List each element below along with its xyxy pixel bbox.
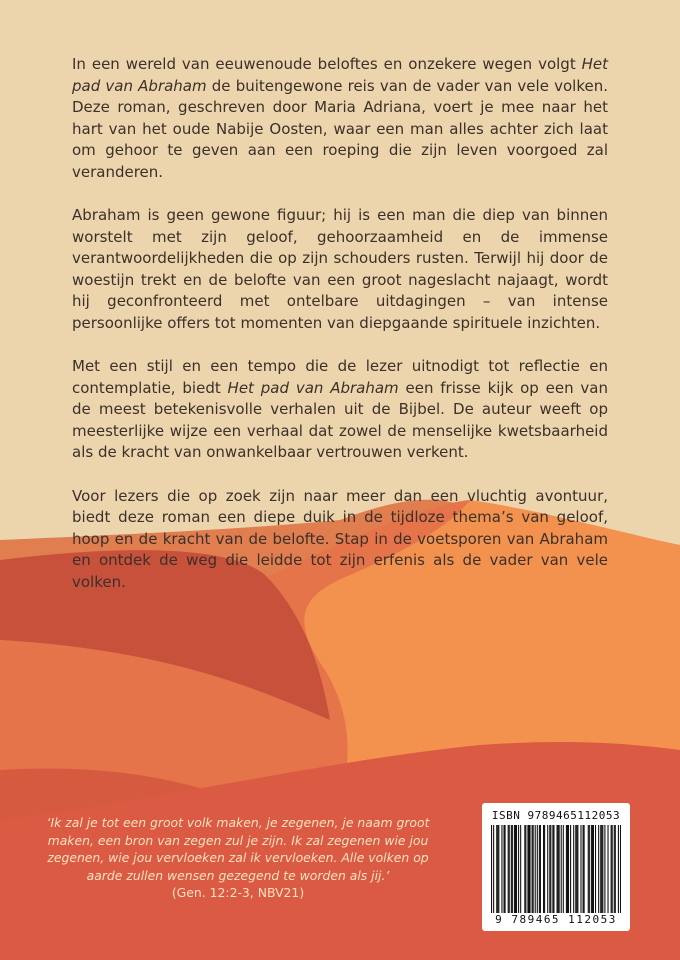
barcode-bar xyxy=(509,825,510,913)
barcode-bar xyxy=(592,825,593,913)
barcode-bar xyxy=(584,825,585,913)
barcode-bar xyxy=(583,825,584,913)
barcode-bar xyxy=(607,825,608,913)
barcode-bar xyxy=(600,825,601,913)
barcode-bar xyxy=(514,825,515,913)
barcode-bar xyxy=(570,825,571,913)
barcode-bar xyxy=(529,825,530,913)
barcode-bar xyxy=(601,825,602,913)
barcode-bar xyxy=(588,825,589,913)
barcode-bar xyxy=(535,825,536,913)
barcode-bar xyxy=(598,825,599,913)
book-title-inline: Het pad van Abraham xyxy=(72,55,608,95)
barcode-bar xyxy=(505,825,506,913)
isbn-barcode xyxy=(482,803,630,931)
barcode-bar xyxy=(558,825,559,913)
barcode-bar xyxy=(511,825,512,913)
blurb-paragraph-3: Met een stijl en een tempo die de lezer uitnodigt tot reflectie en contemplatie, biedt Het pad van Abraham een frisse kijk op een van de meest betekenisvolle verhalen uit de Bijbel. De auteur weeft op meesterlijke wijze een verhaal dat zowel de menselijke kwetsbaarheid als de kracht van onwankelbaar vertrouwen verkent. xyxy=(72,357,608,461)
barcode-bar xyxy=(501,825,502,913)
barcode-bar xyxy=(561,825,562,913)
barcode-digits: 9 789465 112053 xyxy=(495,913,617,926)
blurb-paragraph-1: In een wereld van eeuwenoude beloftes en onzekere wegen volgt Het pad van Abraham de buitengewone reis van de vader van vele volken. Deze roman, geschreven door Maria Adriana, voert je mee naar het hart van het oude Nabije Oosten, waar een man alles achter zich laat om gehoor te geven aan een roeping die zijn leven voorgoed zal veranderen. xyxy=(72,55,608,181)
barcode-bar xyxy=(552,825,553,913)
barcode-bar xyxy=(618,825,619,913)
barcode-bar xyxy=(508,825,509,913)
barcode-bar xyxy=(539,825,540,913)
barcode-bar xyxy=(559,825,560,913)
barcode-bar xyxy=(620,825,621,913)
barcode-bar xyxy=(553,825,554,913)
barcode-bar xyxy=(516,825,517,913)
barcode-bar xyxy=(568,825,569,913)
barcode-bar xyxy=(591,825,592,913)
barcode-bar xyxy=(549,825,550,913)
barcode-bar xyxy=(491,825,492,913)
back-cover-blurb xyxy=(72,54,608,615)
barcode-bar xyxy=(550,825,551,913)
barcode-bar xyxy=(595,825,596,913)
barcode-bar xyxy=(576,825,577,913)
barcode-bars xyxy=(491,825,621,913)
barcode-bar xyxy=(533,825,534,913)
barcode-bar xyxy=(543,825,544,913)
barcode-bar xyxy=(573,825,574,913)
barcode-bar xyxy=(520,825,521,913)
barcode-bar xyxy=(575,825,576,913)
barcode-bar xyxy=(496,825,497,913)
barcode-bar xyxy=(528,825,529,913)
blurb-paragraph-4: Voor lezers die op zoek zijn naar meer dan een vluchtig avontuur, biedt deze roman een diepe duik in de tijdloze thema’s van geloof, hoop en de kracht van de belofte. Stap in de voetsporen van Abraham en ontdek de weg die leidde tot zijn erfenis als de vader van vele volken. xyxy=(72,486,608,591)
barcode-bar xyxy=(604,825,605,913)
barcode-bar xyxy=(615,825,616,913)
barcode-bar xyxy=(580,825,581,913)
barcode-bar xyxy=(524,825,525,913)
barcode-bar xyxy=(537,825,538,913)
barcode-bar xyxy=(577,825,578,913)
barcode-bar xyxy=(493,825,494,913)
barcode-bar xyxy=(593,825,594,913)
barcode-bar xyxy=(512,825,513,913)
barcode-bar xyxy=(527,825,528,913)
barcode-bar xyxy=(614,825,615,913)
book-title-inline: Het pad van Abraham xyxy=(227,378,399,397)
barcode-bar xyxy=(563,825,564,913)
barcode-bar xyxy=(611,825,612,913)
barcode-bar xyxy=(525,825,526,913)
barcode-bar xyxy=(567,825,568,913)
barcode-bar xyxy=(544,825,545,913)
isbn-label: ISBN 9789465112053 xyxy=(491,809,621,822)
barcode-bar xyxy=(602,825,603,913)
barcode-bar xyxy=(518,825,519,913)
barcode-bar xyxy=(612,825,613,913)
barcode-bar xyxy=(497,825,498,913)
barcode-bar xyxy=(515,825,516,913)
barcode-bar xyxy=(503,825,504,913)
bible-quote-source: (Gen. 12:2-3, NBV21) xyxy=(171,885,305,900)
barcode-bar xyxy=(589,825,590,913)
barcode-bar xyxy=(557,825,558,913)
barcode-bar xyxy=(532,825,533,913)
barcode-bar xyxy=(498,825,499,913)
bible-quote xyxy=(28,814,448,902)
barcode-bar xyxy=(566,825,567,913)
bible-quote-text: ‘Ik zal je tot een groot volk maken, je zegenen, je naam groot maken, een bron van zegen zul je zijn. Ik zal zegenen wie jou zegenen, wie jou vervloeken zal ik vervloeken. Alle volken op aarde zullen wensen gezegend te worden als jij.’ xyxy=(46,815,430,883)
barcode-bar xyxy=(540,825,541,913)
barcode-bar xyxy=(547,825,548,913)
blurb-paragraph-2: Abraham is geen gewone figuur; hij is een man die diep van binnen worstelt met zijn geloof, gehoorzaamheid en de immense verantwoordelijkheden die op zijn schouders rusten. Terwijl hij door de woestijn trekt en de belofte van een groot nageslacht najaagt, wordt hij geconfronteerd met ontelbare uitdagingen – van intense persoonlijke offers tot momenten van diepgaande spirituele inzichten. xyxy=(72,206,608,332)
